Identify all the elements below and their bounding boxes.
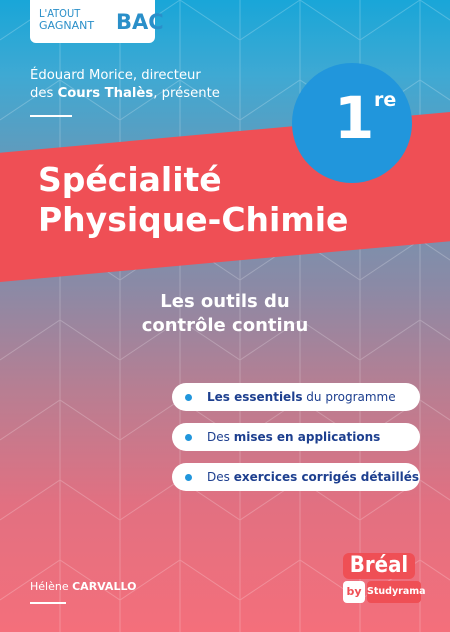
title-line1: Spécialité [38, 160, 222, 199]
collection-badge [30, 0, 164, 43]
presenter-line1: Édouard Morice, directeur [30, 68, 201, 83]
bullet-dot-icon [185, 434, 192, 441]
title-line2: Physique-Chimie [38, 200, 349, 239]
grade-superscript: re [374, 89, 397, 111]
subtitle-line1: Les outils du [160, 291, 290, 312]
feature-pill-2 [172, 423, 420, 451]
feature-pill-1 [172, 383, 420, 411]
feature-text-3: Des exercices corrigés détaillés [207, 470, 419, 484]
feature-pill-3 [172, 463, 420, 491]
presenter-text [30, 67, 260, 103]
badge-line2: GAGNANT [39, 19, 95, 32]
book-title [38, 160, 398, 240]
feature-text-2: Des mises en applications [207, 430, 381, 444]
book-subtitle [110, 290, 340, 338]
badge-bac: BAC [116, 10, 164, 34]
author-name: Hélène CARVALLO [30, 580, 137, 593]
presenter-divider [30, 115, 72, 117]
grade-number: 1 [334, 84, 375, 152]
bullet-dot-icon [185, 394, 192, 401]
author-divider [30, 602, 66, 604]
subtitle-line2: contrôle continu [141, 315, 309, 336]
by-label: by [343, 581, 365, 603]
publisher-logo [343, 553, 426, 608]
breal-logo: Bréal [343, 553, 415, 579]
badge-line1: L'ATOUT [39, 7, 81, 20]
feature-text-1: Les essentiels du programme [207, 390, 396, 404]
studyrama-logo: Studyrama [367, 581, 421, 603]
presenter-line2: des Cours Thalès, présente [30, 86, 220, 101]
bullet-dot-icon [185, 474, 192, 481]
